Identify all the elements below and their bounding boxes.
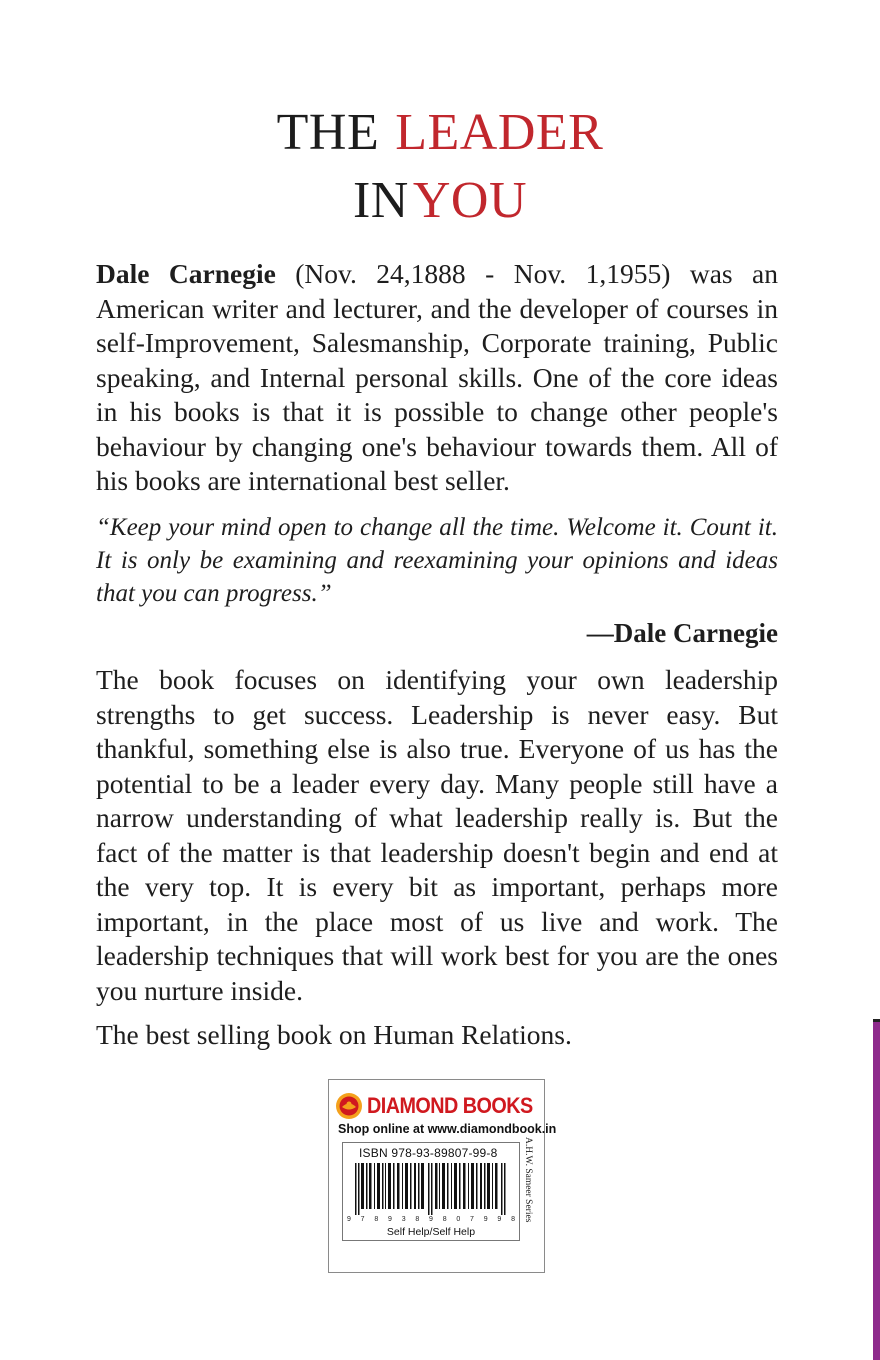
author-bio-paragraph bbox=[96, 257, 778, 499]
title-word-the: THE bbox=[276, 104, 380, 161]
title-word-leader: LEADER bbox=[395, 104, 604, 161]
barcode-digit: 7 bbox=[360, 1216, 365, 1223]
title-word-you: YOU bbox=[412, 172, 528, 229]
barcode-box bbox=[342, 1142, 520, 1241]
barcode-digits bbox=[347, 1216, 515, 1223]
barcode-digit: 0 bbox=[456, 1216, 461, 1223]
book-description-paragraph: The book focuses on identifying your own leadership strengths to get success. Leadership is never easy. But thankful, something else is also true. Everyone of us has the potential to be a leader every day. Many people still have a narrow understanding of what leadership really is. But the fact of the matter is that leadership doesn't begin and end at the very top. It is every bit as important, perhaps more important, in the place most of us live and work. The leadership techniques that will work best for you are the ones you nurture inside. bbox=[96, 664, 778, 1006]
barcode-digit: 3 bbox=[401, 1216, 406, 1223]
barcode-digit: 8 bbox=[415, 1216, 420, 1223]
tagline: The best selling book on Human Relations. bbox=[96, 1019, 572, 1050]
author-name: Dale Carnegie bbox=[96, 258, 276, 289]
barcode-digit: 9 bbox=[347, 1216, 351, 1223]
author-bio-text: (Nov. 24,1888 - Nov. 1,1955) was an American writer and lecturer, and the developer of courses in self-Improvement, Salesmanship, Corporate training, Public speaking, and Internal personal skills. One of the core ideas in his books is that it is possible to change other people's behaviour by changing one's behaviour towards them. All of his books are international best seller. bbox=[96, 258, 778, 496]
publisher-name: DIAMOND BOOKS bbox=[367, 1093, 533, 1118]
barcode-digit: 8 bbox=[442, 1216, 447, 1223]
publisher-logo-row bbox=[335, 1092, 551, 1120]
diamond-books-logo-icon bbox=[335, 1092, 363, 1120]
book-title-line-2 bbox=[0, 172, 880, 229]
spine-edge-purple bbox=[873, 1022, 880, 1360]
barcode-graphic bbox=[349, 1163, 513, 1215]
barcode-digit: 9 bbox=[497, 1216, 502, 1223]
barcode-digit: 9 bbox=[429, 1216, 433, 1223]
quote-attribution: —Dale Carnegie bbox=[586, 618, 778, 648]
isbn-number: ISBN 978-93-89807-99-8 bbox=[359, 1146, 498, 1160]
publisher-barcode-badge bbox=[328, 1079, 557, 1273]
barcode-digit: 9 bbox=[483, 1216, 488, 1223]
book-category: Self Help/Self Help bbox=[386, 1226, 476, 1238]
publisher-shop-url: Shop online at www.diamondbook.in bbox=[338, 1122, 557, 1136]
title-word-in: IN bbox=[352, 172, 409, 229]
book-title-line-1 bbox=[0, 104, 880, 161]
barcode-digit: 8 bbox=[374, 1216, 379, 1223]
author-quote: “Keep your mind open to change all the time. Welcome it. Count it. It is only be examining and reexamining your opinions and ideas that you can progress.” bbox=[96, 514, 778, 607]
barcode-digit: 9 bbox=[388, 1216, 392, 1223]
series-name-vertical: A.H.W. Sameer Series bbox=[523, 1137, 533, 1223]
barcode-digit: 8 bbox=[511, 1216, 515, 1223]
barcode-digit: 7 bbox=[470, 1216, 474, 1223]
